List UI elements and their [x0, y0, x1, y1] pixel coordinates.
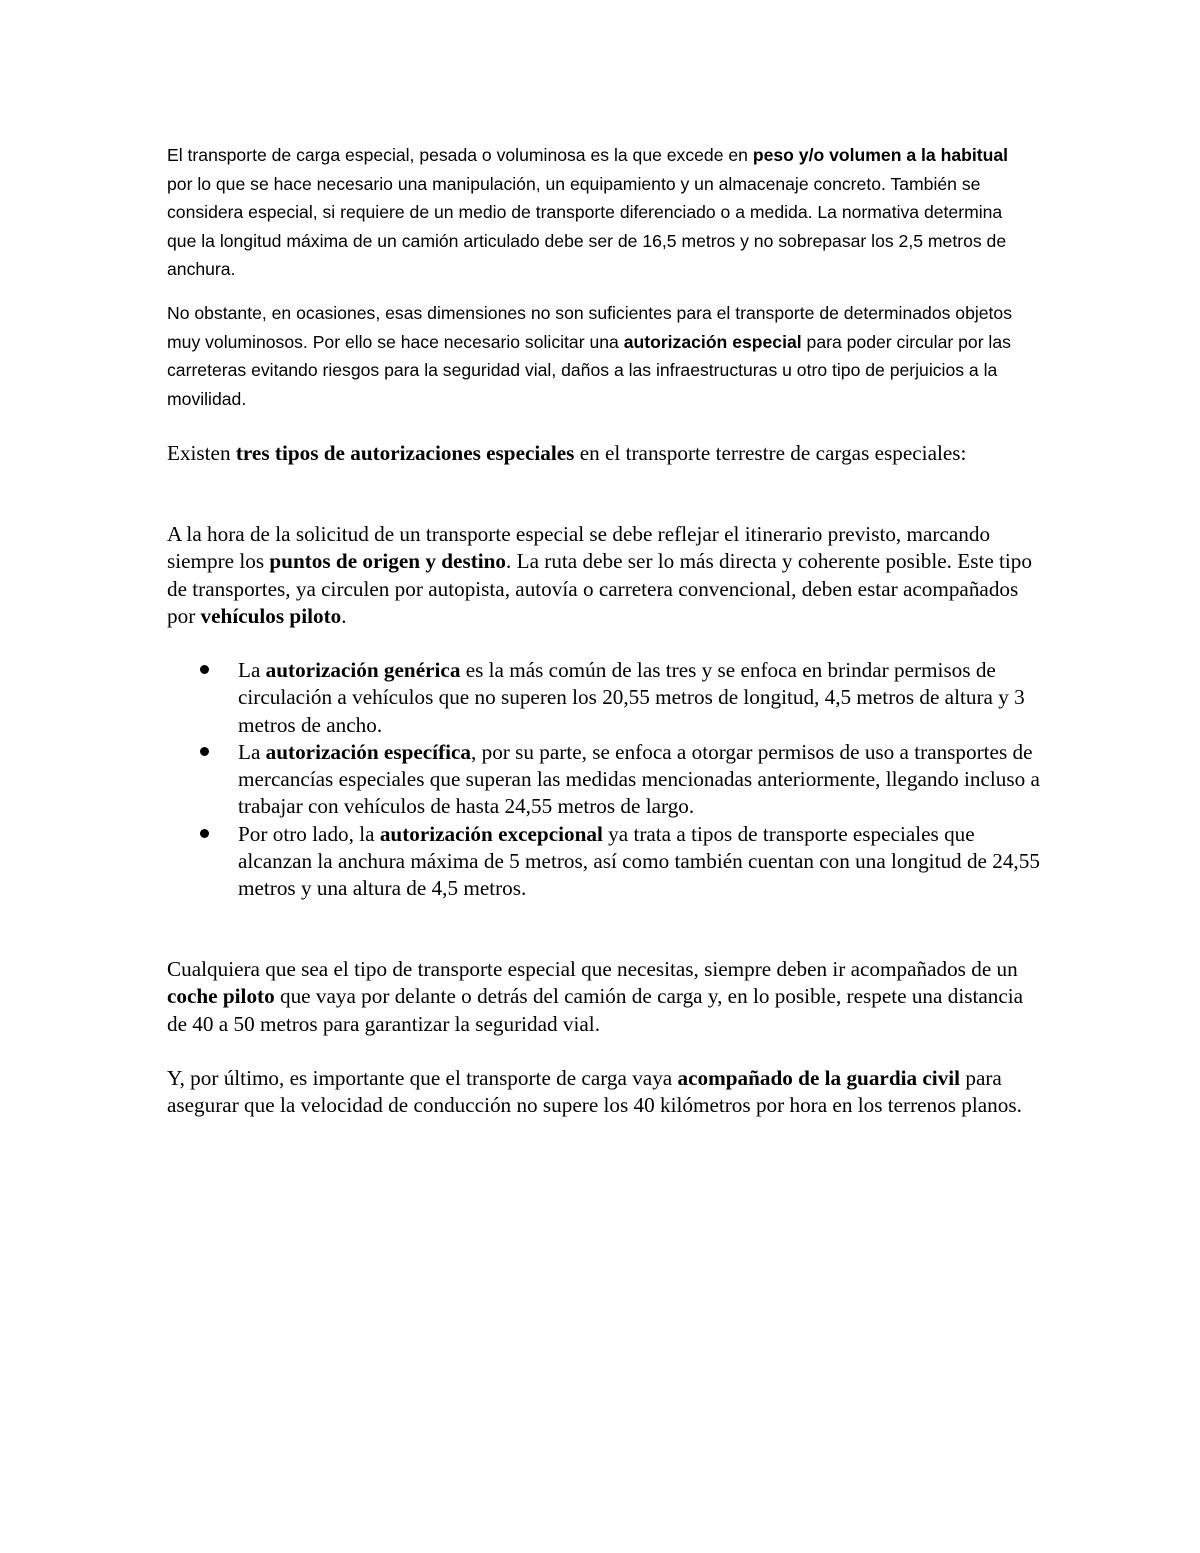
text: para poder circular por las carreteras evitando riesgos para la seguridad vial, daños a las infraestructuras u otro tipo de perjuicios a la movilidad. [167, 331, 1011, 409]
bullet-icon [200, 665, 209, 674]
text: para asegurar que la velocidad de conducción no supere los 40 kilómetros por hora en los terrenos planos. [167, 1066, 1022, 1118]
text: No obstante, en ocasiones, esas dimensiones no son suficientes para el transporte de determinados objetos muy voluminosos. Por ello se hace necesario solicitar una [167, 303, 1013, 352]
authorization-types-list [200, 657, 1040, 903]
list-item [200, 739, 1040, 821]
paragraph-special-authorization [167, 299, 1029, 413]
list-item [200, 821, 1040, 903]
bold-text: tres tipos de autorizaciones especiales [235, 441, 575, 465]
bold-text: coche piloto [167, 984, 275, 1009]
text: Cualquiera que sea el tipo de transporte especial que necesitas, siempre deben ir acompañados de un [167, 957, 1018, 981]
text: en el transporte terrestre de cargas especiales: [574, 441, 967, 465]
text: . La ruta debe ser lo más directa y coherente posible. Este tipo de transportes, ya circulen por autopista, autovía o carretera convencional, deben estar acompañados por [167, 549, 1032, 628]
text: El transporte de carga especial, pesada o voluminosa es la que excede en [167, 145, 753, 165]
text: , por su parte, se enfoca a otorgar permisos de uso a transportes de mercancías especiales que superan las medidas mencionadas anteriormente, llegando incluso a trabajar con vehículos de hasta 24,55 metros de largo. [238, 739, 1040, 819]
text: es la más común de las tres y se enfoca en brindar permisos de circulación a vehículos que no superen los 20,55 metros de longitud, 4,5 metros de altura y 3 metros de ancho. [238, 658, 1025, 737]
text: La [238, 658, 266, 682]
text: por lo que se hace necesario una manipulación, un equipamiento y un almacenaje concreto. También se considera especial, si requiere de un medio de transporte diferenciado o a medida. La normativa determina que la longitud máxima de un camión articulado debe ser de 16,5 metros y no sobrepasar los 2,5 metros de anchura. [167, 173, 1007, 279]
text: Por otro lado, la [238, 821, 380, 846]
bold-text: vehículos piloto [200, 603, 342, 628]
bold-text: autorización genérica [265, 658, 461, 682]
paragraph-intro [167, 141, 1029, 284]
text: que vaya por delante o detrás del camión de carga y, en lo posible, respete una distancia de 40 a 50 metros para garantizar la seguridad vial. [167, 984, 1024, 1036]
text: . [341, 603, 347, 628]
text: Y, por último, es importante que el transporte de carga vaya [167, 1066, 678, 1090]
bullet-icon [200, 747, 209, 756]
text: Existen [167, 441, 236, 465]
list-item [200, 657, 1040, 739]
text: ya trata a tipos de transporte especiales que alcanzan la anchura máxima de 5 metros, así como también cuentan con una longitud de 24,55 metros y una altura de 4,5 metros. [238, 821, 1040, 901]
paragraph-types-intro [167, 440, 1037, 467]
bold-text: acompañado de la guardia civil [677, 1066, 961, 1090]
text: La [238, 739, 266, 764]
bold-text: peso y/o volumen a la habitual [752, 145, 1009, 165]
text: A la hora de la solicitud de un transporte especial se debe reflejar el itinerario previsto, marcando siempre los [167, 522, 991, 574]
bold-text: autorización excepcional [379, 821, 603, 846]
paragraph-civil-guard [167, 1065, 1037, 1120]
paragraph-itinerary [167, 521, 1037, 630]
bold-text: autorización especial [623, 331, 802, 352]
bold-text: puntos de origen y destino [269, 549, 507, 574]
bold-text: autorización específica [265, 739, 472, 764]
paragraph-pilot-car [167, 956, 1037, 1038]
bullet-icon [200, 829, 209, 838]
